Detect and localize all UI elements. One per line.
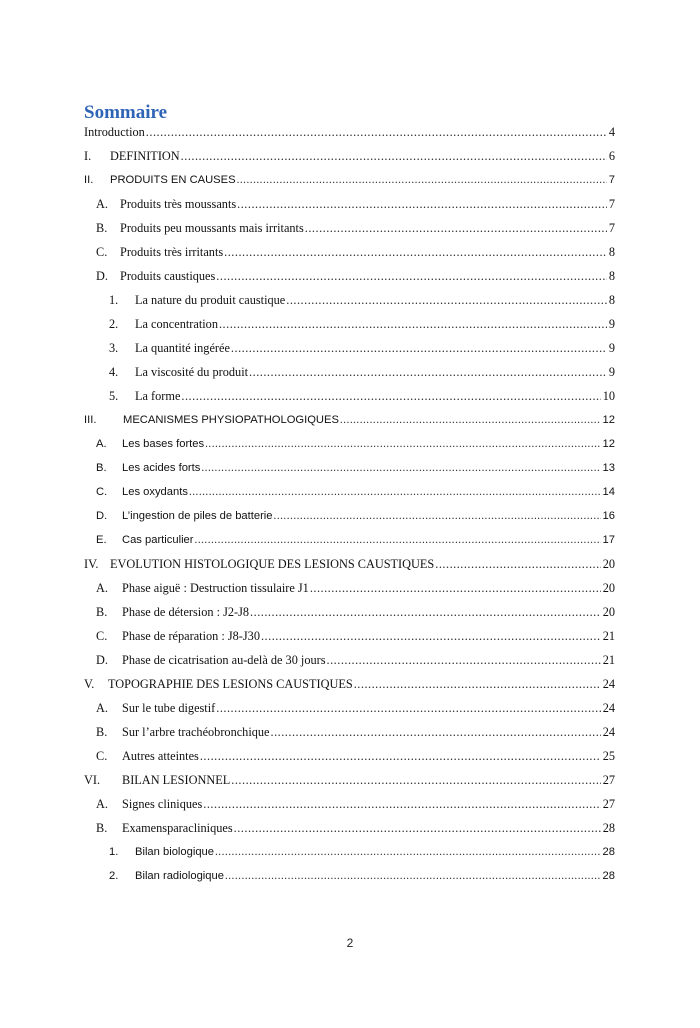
toc-entry[interactable]: [84, 554, 615, 572]
dot-leader: [219, 316, 607, 332]
toc-entry-label: Produits très irritants: [120, 245, 224, 259]
toc-entry[interactable]: [84, 626, 615, 644]
dot-leader: [310, 580, 601, 596]
toc-entry[interactable]: [84, 578, 615, 596]
toc-entry-label: Autres atteintes: [122, 749, 199, 763]
toc-entry[interactable]: [84, 338, 615, 356]
toc-entry-page: 7: [608, 174, 615, 186]
toc-entry-number: B.: [96, 462, 107, 474]
toc-entry[interactable]: [84, 530, 615, 548]
toc-entry-number: II.: [84, 174, 94, 186]
toc-entry-page: 25: [602, 749, 615, 763]
toc-entry-label: MECANISMES PHYSIOPATHOLOGIQUES: [123, 414, 339, 426]
toc-entry-label: Bilan biologique: [135, 846, 214, 858]
toc-entry-page: 14: [602, 486, 615, 498]
dot-leader: [327, 652, 601, 668]
toc-entry-page: 9: [608, 365, 615, 379]
toc-entry-label: Sur l’arbre trachéobronchique: [122, 725, 270, 739]
toc-entry-page: 27: [602, 797, 615, 811]
toc-entry-number: 4.: [109, 365, 119, 379]
dot-leader: [231, 340, 607, 356]
toc-entry-label: Introduction: [84, 125, 145, 139]
toc-entry-label: Produits caustiques: [120, 269, 216, 283]
toc-entry[interactable]: [84, 482, 615, 500]
toc-entry-label: BILAN LESIONNEL: [122, 773, 231, 787]
toc-entry[interactable]: [84, 122, 615, 140]
toc-entry-number: VI.: [84, 773, 101, 787]
toc-entry-number: B.: [96, 605, 108, 619]
dot-leader: [231, 772, 600, 788]
toc-entry-page: 16: [602, 510, 615, 522]
dot-leader: [215, 844, 601, 860]
dot-leader: [237, 172, 607, 188]
toc-entry[interactable]: [84, 650, 615, 668]
toc-entry-number: D.: [96, 510, 108, 522]
toc-entry-page: 12: [602, 414, 615, 426]
toc-entry-page: 12: [602, 438, 615, 450]
toc-entry-number: 1.: [109, 293, 119, 307]
dot-leader: [225, 868, 601, 884]
toc-entry-label: DEFINITION: [110, 149, 180, 163]
toc-entry-number: B.: [96, 821, 108, 835]
toc-entry-page: 17: [602, 534, 615, 546]
dot-leader: [205, 436, 600, 452]
toc-entry-label: L’ingestion de piles de batterie: [122, 510, 273, 522]
toc-entry-number: 5.: [109, 389, 119, 403]
toc-entry-number: III.: [84, 414, 97, 426]
toc-entry[interactable]: [84, 266, 615, 284]
toc-entry[interactable]: [84, 242, 615, 260]
toc-entry-page: 4: [608, 125, 615, 139]
toc-entry-label: PRODUITS EN CAUSES: [110, 174, 236, 186]
toc-entry-number: C.: [96, 749, 108, 763]
toc-entry[interactable]: [84, 746, 615, 764]
toc-entry-number: I.: [84, 149, 92, 163]
toc-entry-page: 27: [602, 773, 615, 787]
toc-entry-number: A.: [96, 797, 108, 811]
toc-entry-page: 8: [608, 293, 615, 307]
toc-entry-label: Phase de réparation : J8-J30: [122, 629, 260, 643]
toc-entry-label: Cas particulier: [122, 534, 194, 546]
toc-entry[interactable]: [84, 194, 615, 212]
toc-entry-page: 21: [602, 629, 615, 643]
dot-leader: [261, 628, 601, 644]
dot-leader: [340, 412, 601, 428]
dot-leader: [305, 220, 607, 236]
toc-entry-label: Phase de détersion : J2-J8: [122, 605, 250, 619]
toc-entry-label: La concentration: [135, 317, 218, 331]
toc-entry-number: A.: [96, 701, 108, 715]
dot-leader: [146, 124, 607, 140]
dot-leader: [234, 820, 601, 836]
toc-entry-number: C.: [96, 245, 108, 259]
toc-entry-label: Les acides forts: [122, 462, 201, 474]
dot-leader: [189, 484, 601, 500]
dot-leader: [271, 724, 601, 740]
toc-entry[interactable]: [84, 506, 615, 524]
toc-entry-label: Phase aiguë : Destruction tissulaire J1: [122, 581, 309, 595]
toc-entry[interactable]: [84, 386, 615, 404]
toc-entry-label: Les bases fortes: [122, 438, 205, 450]
toc-entry[interactable]: [84, 770, 615, 788]
toc-entry-page: 28: [602, 870, 615, 882]
toc-entry-label: La nature du produit caustique: [135, 293, 286, 307]
toc-entry-label: Produits peu moussants mais irritants: [120, 221, 304, 235]
toc-entry-page: 10: [602, 389, 615, 403]
toc-entry[interactable]: [84, 314, 615, 332]
toc-entry-label: EVOLUTION HISTOLOGIQUE DES LESIONS CAUSTIQUES: [110, 557, 435, 571]
toc-entry[interactable]: [84, 362, 615, 380]
toc-entry-number: C.: [96, 486, 108, 498]
toc-entry[interactable]: [84, 602, 615, 620]
dot-leader: [435, 556, 600, 572]
toc-entry-page: 8: [608, 245, 615, 259]
toc-entry-page: 21: [602, 653, 615, 667]
toc-entry[interactable]: [84, 818, 615, 836]
toc-entry-label: Signes cliniques: [122, 797, 203, 811]
toc-entry-label: Examensparacliniques: [122, 821, 233, 835]
toc-entry-page: 20: [602, 581, 615, 595]
toc-entry[interactable]: [84, 458, 615, 476]
toc-entry-number: D.: [96, 653, 108, 667]
toc-entry-number: C.: [96, 629, 108, 643]
toc-entry[interactable]: [84, 170, 615, 188]
toc-entry-number: 2.: [109, 317, 119, 331]
toc-entry-page: 9: [608, 341, 615, 355]
toc-entry-number: A.: [96, 438, 107, 450]
toc-entry-number: 2.: [109, 870, 119, 882]
toc-entry-label: TOPOGRAPHIE DES LESIONS CAUSTIQUES: [108, 677, 353, 691]
toc-entry-number: 3.: [109, 341, 119, 355]
dot-leader: [181, 148, 607, 164]
toc-entry-page: 28: [602, 821, 615, 835]
dot-leader: [195, 532, 601, 548]
toc-entry-label: Produits très moussants: [120, 197, 237, 211]
dot-leader: [224, 244, 607, 260]
toc-entry-page: 9: [608, 317, 615, 331]
toc-entry-number: V.: [84, 677, 95, 691]
toc-entry-page: 24: [602, 701, 615, 715]
toc-entry-page: 28: [602, 846, 615, 858]
toc-entry-number: B.: [96, 221, 108, 235]
toc-entry-page: 6: [608, 149, 615, 163]
dot-leader: [201, 460, 600, 476]
dot-leader: [216, 700, 600, 716]
dot-leader: [216, 268, 607, 284]
toc-entry-page: 7: [608, 221, 615, 235]
toc-entry-label: La viscosité du produit: [135, 365, 249, 379]
dot-leader: [203, 796, 600, 812]
toc-entry-number: D.: [96, 269, 108, 283]
toc-entry[interactable]: [84, 794, 615, 812]
toc-entry-label: Bilan radiologique: [135, 870, 224, 882]
toc-entry[interactable]: [84, 290, 615, 308]
toc-entry-page: 24: [602, 725, 615, 739]
toc-entry[interactable]: [84, 866, 615, 884]
toc-entry-number: A.: [96, 197, 108, 211]
toc-entry-label: La forme: [135, 389, 181, 403]
toc-entry[interactable]: [84, 842, 615, 860]
dot-leader: [274, 508, 601, 524]
dot-leader: [250, 604, 601, 620]
toc-entry-number: 1.: [109, 846, 119, 858]
dot-leader: [200, 748, 601, 764]
toc-entry[interactable]: [84, 698, 615, 716]
toc-entry[interactable]: [84, 218, 615, 236]
toc-entry-page: 7: [608, 197, 615, 211]
dot-leader: [181, 388, 600, 404]
toc-entry-page: 24: [602, 677, 615, 691]
toc-entry[interactable]: [84, 722, 615, 740]
toc-entry-page: 20: [602, 605, 615, 619]
toc-entry-label: Les oxydants: [122, 486, 188, 498]
dot-leader: [249, 364, 607, 380]
toc-entry-number: B.: [96, 725, 108, 739]
dot-leader: [286, 292, 607, 308]
toc-entry-number: E.: [96, 534, 107, 546]
toc-entry[interactable]: [84, 410, 615, 428]
toc-title: Sommaire: [84, 102, 168, 123]
toc-entry-page: 20: [602, 557, 615, 571]
page-number: 2: [346, 936, 354, 950]
dot-leader: [237, 196, 607, 212]
toc-entry-number: IV.: [84, 557, 99, 571]
toc-entry-label: La quantité ingérée: [135, 341, 230, 355]
toc-entry[interactable]: [84, 434, 615, 452]
toc-entry[interactable]: [84, 674, 615, 692]
toc-entry-label: Sur le tube digestif: [122, 701, 216, 715]
toc-entry-label: Phase de cicatrisation au-delà de 30 jours: [122, 653, 326, 667]
toc-entry-page: 8: [608, 269, 615, 283]
toc-entry-number: A.: [96, 581, 108, 595]
toc-entry-page: 13: [602, 462, 615, 474]
dot-leader: [354, 676, 601, 692]
toc-entry[interactable]: [84, 146, 615, 164]
